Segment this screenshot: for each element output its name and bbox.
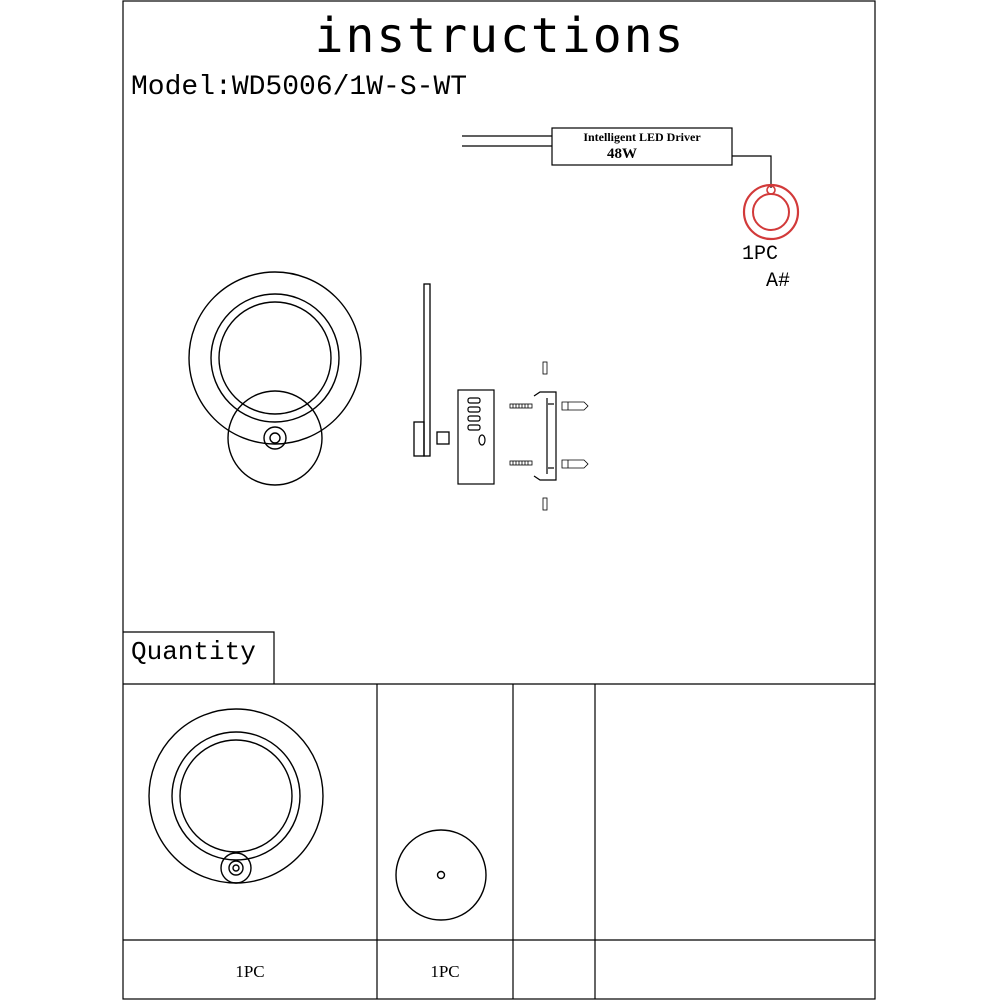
screw-icon <box>510 362 547 510</box>
connector-quantity: 1PC <box>742 243 779 266</box>
mounting-bracket-icon <box>534 392 556 480</box>
driver-label: Intelligent LED Driver <box>583 130 701 144</box>
driver-wattage: 48W <box>607 146 637 162</box>
wall-anchor-icon <box>562 402 588 468</box>
connector-ring-icon <box>744 185 798 239</box>
lamp-front-view-icon <box>189 272 361 485</box>
base-plate-icon <box>396 830 486 920</box>
connector-code: A# <box>766 270 791 293</box>
quantity-count-base: 1PC <box>430 962 460 981</box>
mounting-box-icon <box>458 390 494 484</box>
quantity-count-lamp: 1PC <box>235 962 265 981</box>
quantity-heading: Quantity <box>131 637 256 667</box>
ring-lamp-icon <box>149 709 323 883</box>
lamp-side-view-icon <box>414 284 449 456</box>
page-frame <box>123 1 875 999</box>
page-title: instructions <box>314 8 686 64</box>
model-number: Model:WD5006/1W-S-WT <box>131 72 468 103</box>
